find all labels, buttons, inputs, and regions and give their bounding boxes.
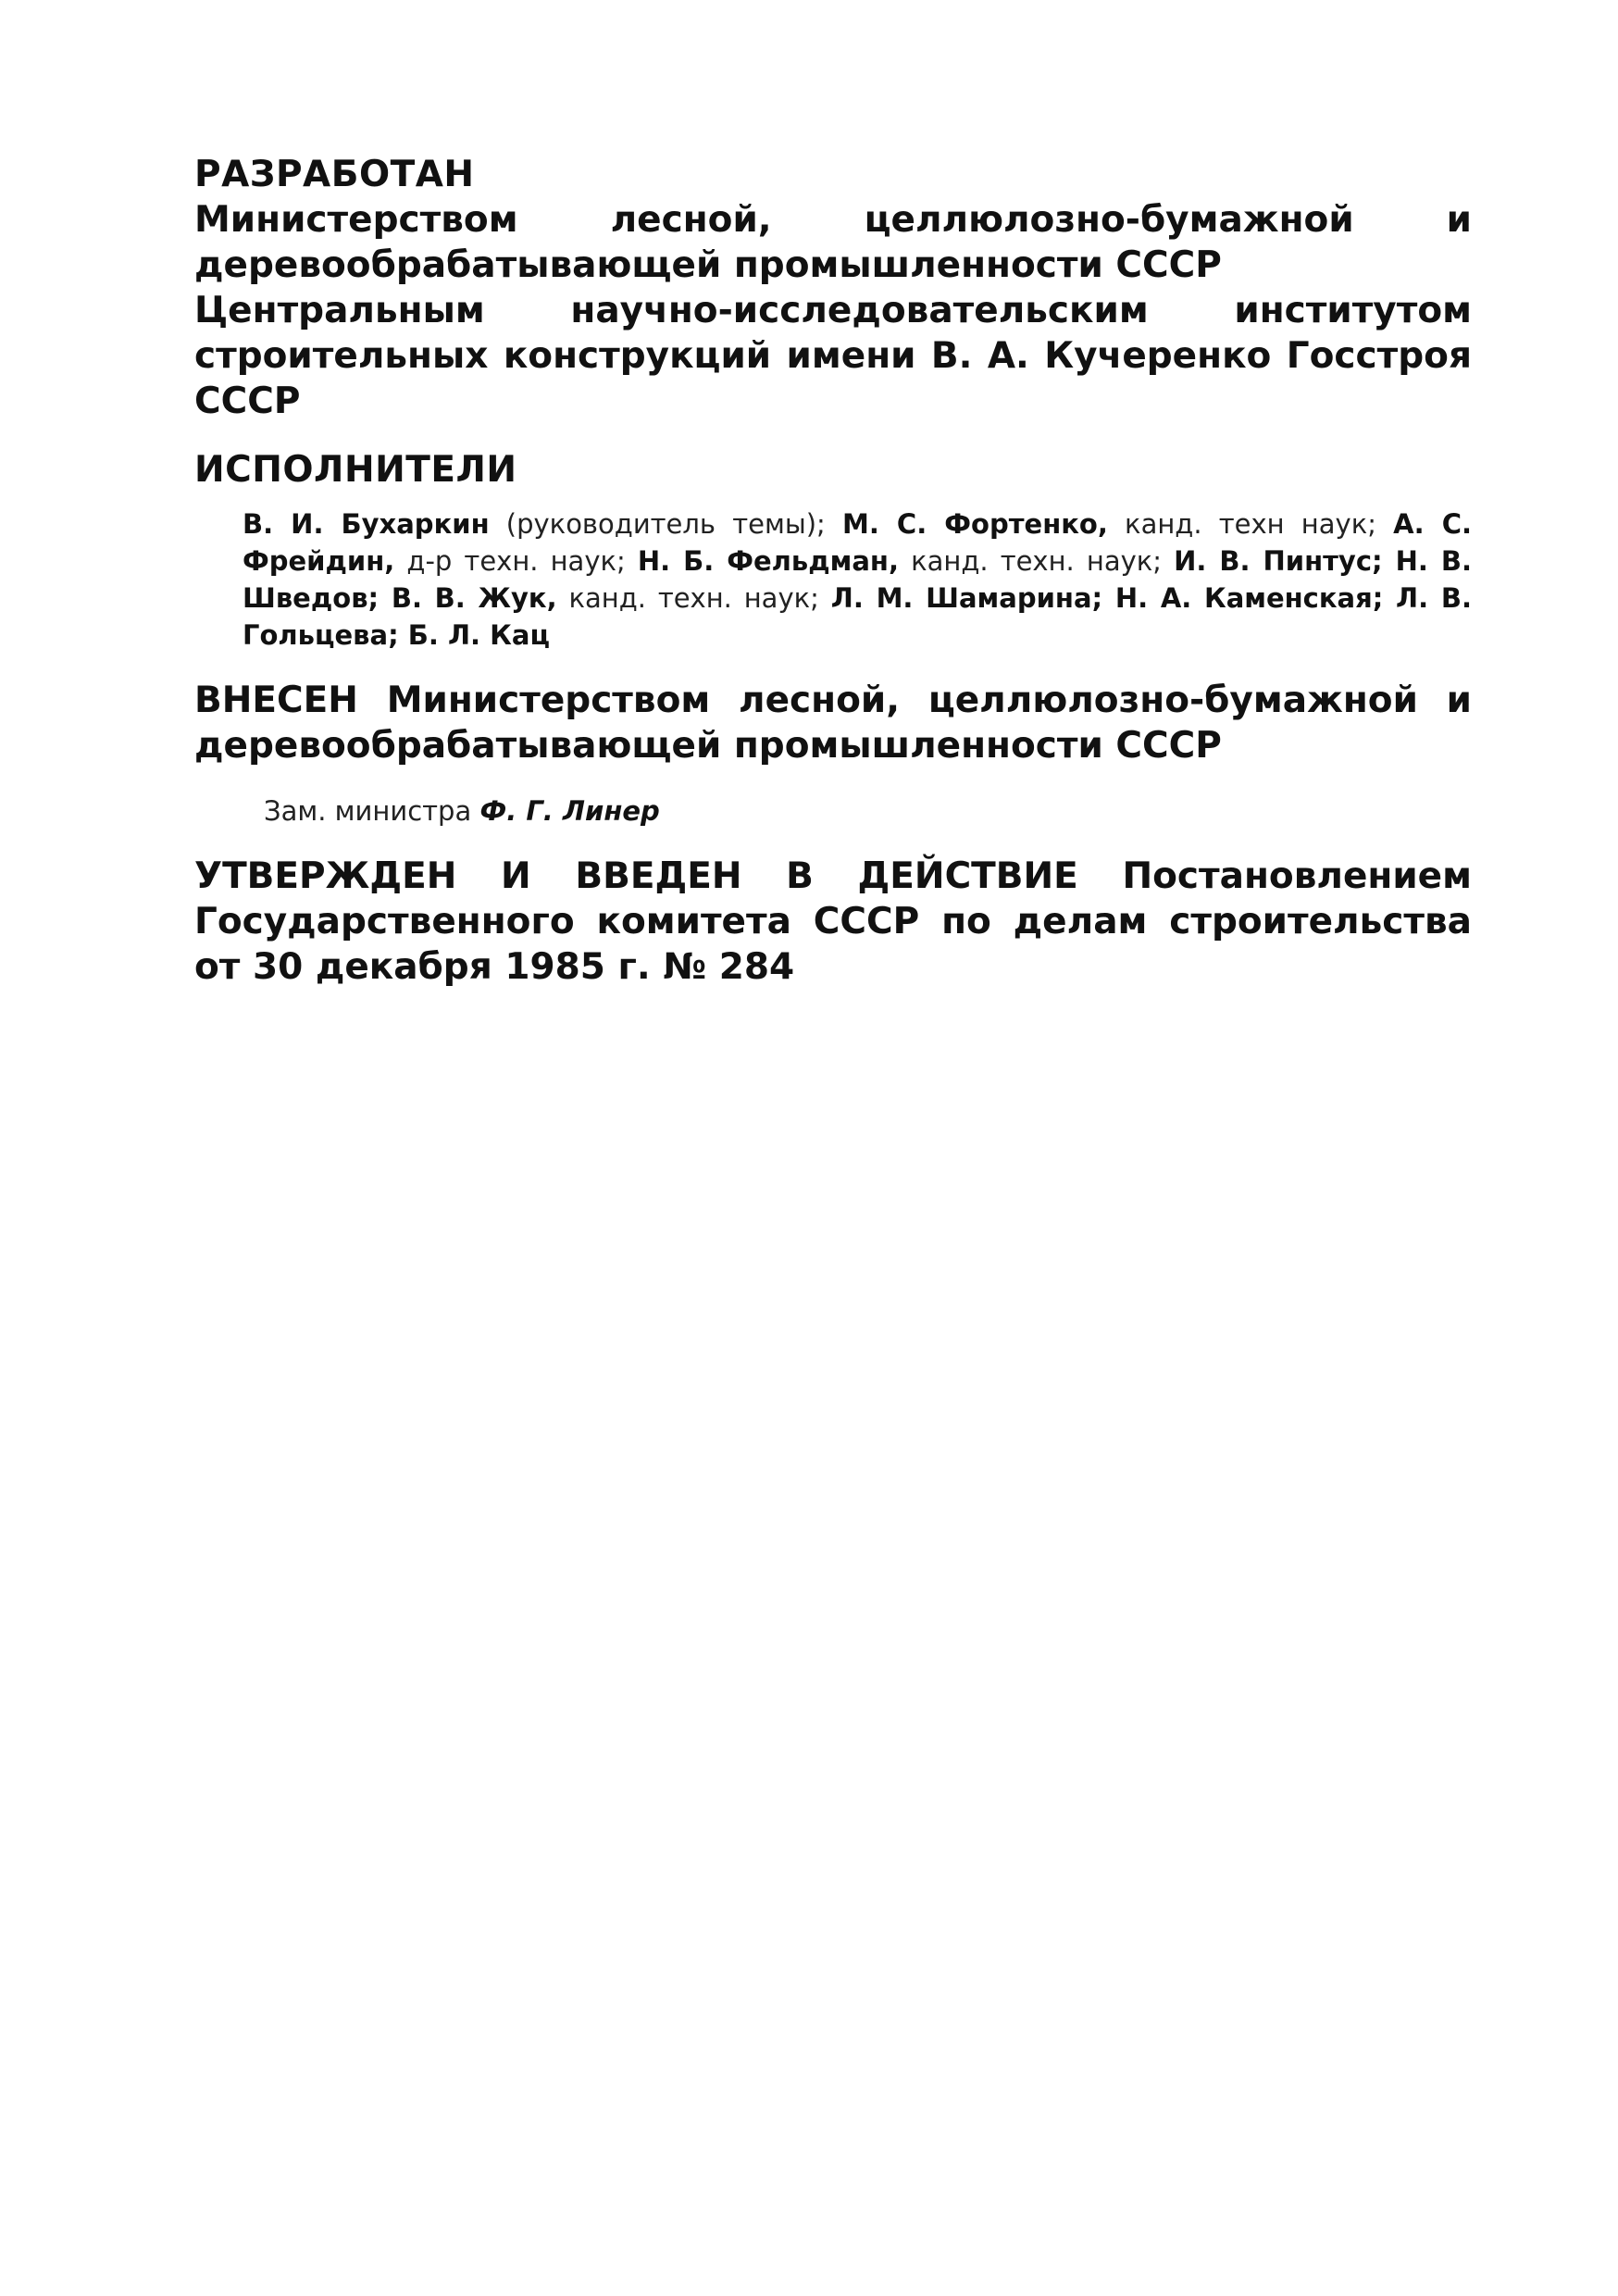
approved-text: Постановлением Государственного комитета СССР по делам строительства от 30 декабря 1985 г. № 284 bbox=[194, 855, 1472, 988]
executor-role: д-р техн. наук; bbox=[394, 545, 638, 577]
executor-role: (руководитель темы); bbox=[489, 508, 842, 540]
signature-name: Ф. Г. Линер bbox=[479, 795, 660, 827]
executor-name: А. С. Фрейдин, bbox=[243, 508, 1472, 577]
executor-role: канд. техн наук; bbox=[1107, 508, 1394, 540]
approved-heading: УТВЕРЖДЕН И ВВЕДЕН В ДЕЙСТВИЕ bbox=[194, 855, 1078, 897]
executors-list bbox=[243, 505, 1472, 654]
approved-paragraph bbox=[194, 854, 1472, 990]
executors-heading: ИСПОЛНИТЕЛИ bbox=[194, 449, 517, 491]
submitted-heading: ВНЕСЕН bbox=[194, 680, 358, 721]
executor-name: Н. Б. Фельдман, bbox=[637, 545, 899, 577]
submitted-paragraph bbox=[194, 678, 1472, 768]
developed-org-2: Центральным научно-исследовательским институтом строительных конструкций имени В. А. Кучеренко Госстроя СССР bbox=[194, 290, 1472, 422]
executor-role: канд. техн. наук; bbox=[898, 545, 1175, 577]
executor-name: Л. М. Шамарина; Н. А. Каменская; Л. В. Гольцева; Б. Л. Кац bbox=[243, 582, 1472, 651]
executor-name: В. И. Бухаркин bbox=[243, 508, 490, 540]
executor-name: М. С. Фортенко, bbox=[842, 508, 1108, 540]
document-page bbox=[194, 153, 1472, 990]
executor-role: канд. техн. наук; bbox=[556, 582, 831, 614]
submitted-text: Министерством лесной, целлюлозно-бумажной и деревообрабатывающей промышленности СССР bbox=[194, 680, 1472, 767]
executor-name: И. В. Пинтус; Н. В. Шведов; В. В. Жук, bbox=[243, 545, 1472, 614]
developed-org-1: Министерством лесной, целлюлозно-бумажной и деревообрабатывающей промышленности СССР bbox=[194, 199, 1472, 286]
developed-heading: РАЗРАБОТАН bbox=[194, 154, 475, 195]
signature-title: Зам. министра bbox=[264, 795, 480, 827]
signature-line bbox=[264, 792, 1472, 830]
